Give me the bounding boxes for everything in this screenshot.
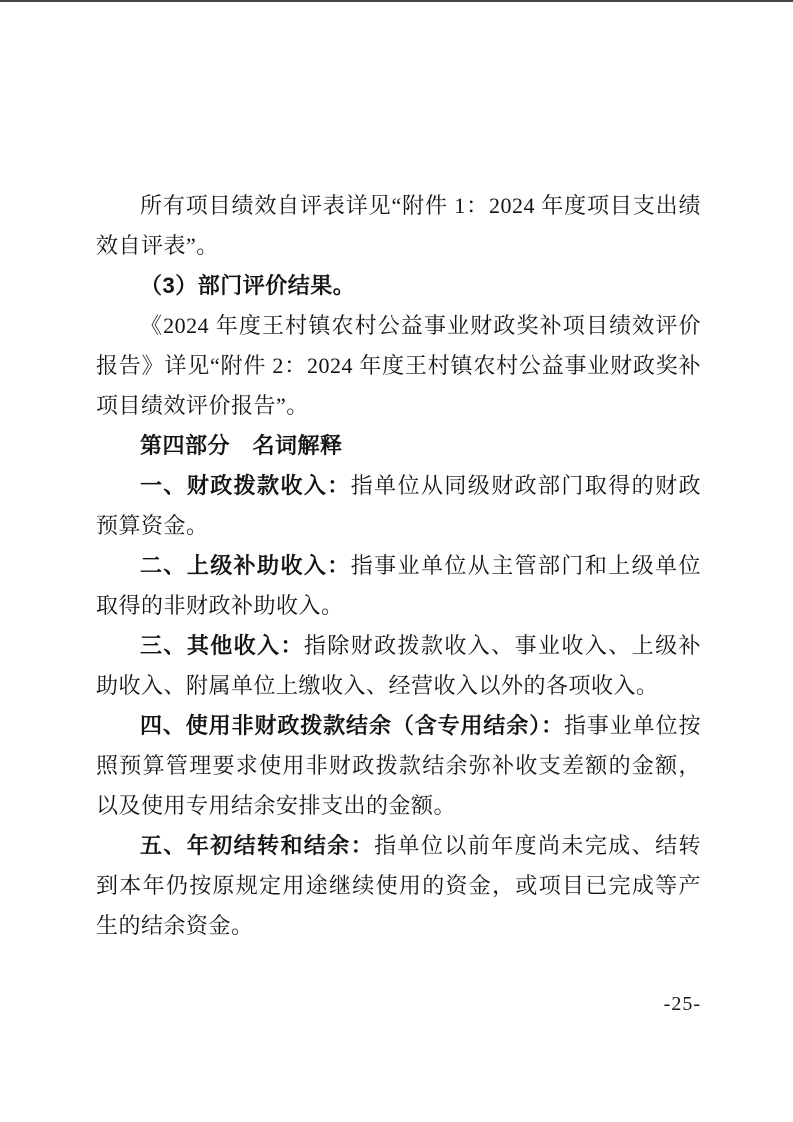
term-paragraph — [96, 466, 701, 546]
term-definition: 指除财政拨款收入、事业收入、上级补助收入、附属单位上缴收入、经营收入以外的各项收入。 — [96, 633, 701, 698]
term-label: 五、年初结转和结余： — [140, 833, 375, 858]
term-label: 四、使用非财政拨款结余（含专用结余）： — [140, 713, 564, 738]
subsection-heading: （3）部门评价结果。 — [140, 273, 356, 298]
paragraph: 《2024 年度王村镇农村公益事业财政奖补项目绩效评价报告》详见“附件 2：2024 年度王村镇农村公益事业财政奖补项目绩效评价报告”。 — [96, 313, 701, 418]
term-label: 一、财政拨款收入： — [140, 473, 351, 498]
term-definition: 指事业单位按照预算管理要求使用非财政拨款结余弥补收支差额的金额，以及使用专用结余安排支出的金额。 — [96, 713, 701, 818]
term-definition: 指单位以前年度尚未完成、结转到本年仍按原规定用途继续使用的资金，或项目已完成等产生的结余资金。 — [96, 833, 701, 938]
term-label: 三、其他收入： — [140, 633, 304, 658]
term-label: 二、上级补助收入： — [140, 553, 351, 578]
term-definition: 指单位从同级财政部门取得的财政预算资金。 — [96, 473, 701, 538]
document-body — [96, 186, 701, 946]
term-paragraph — [96, 546, 701, 626]
page-number: -25- — [663, 993, 701, 1015]
term-paragraph — [96, 706, 701, 826]
section-heading: 第四部分 名词解释 — [140, 433, 343, 458]
term-paragraph — [96, 626, 701, 706]
term-paragraph — [96, 826, 701, 946]
term-definition: 指事业单位从主管部门和上级单位取得的非财政补助收入。 — [96, 553, 701, 618]
paragraph: 所有项目绩效自评表详见“附件 1：2024 年度项目支出绩效自评表”。 — [96, 193, 701, 258]
